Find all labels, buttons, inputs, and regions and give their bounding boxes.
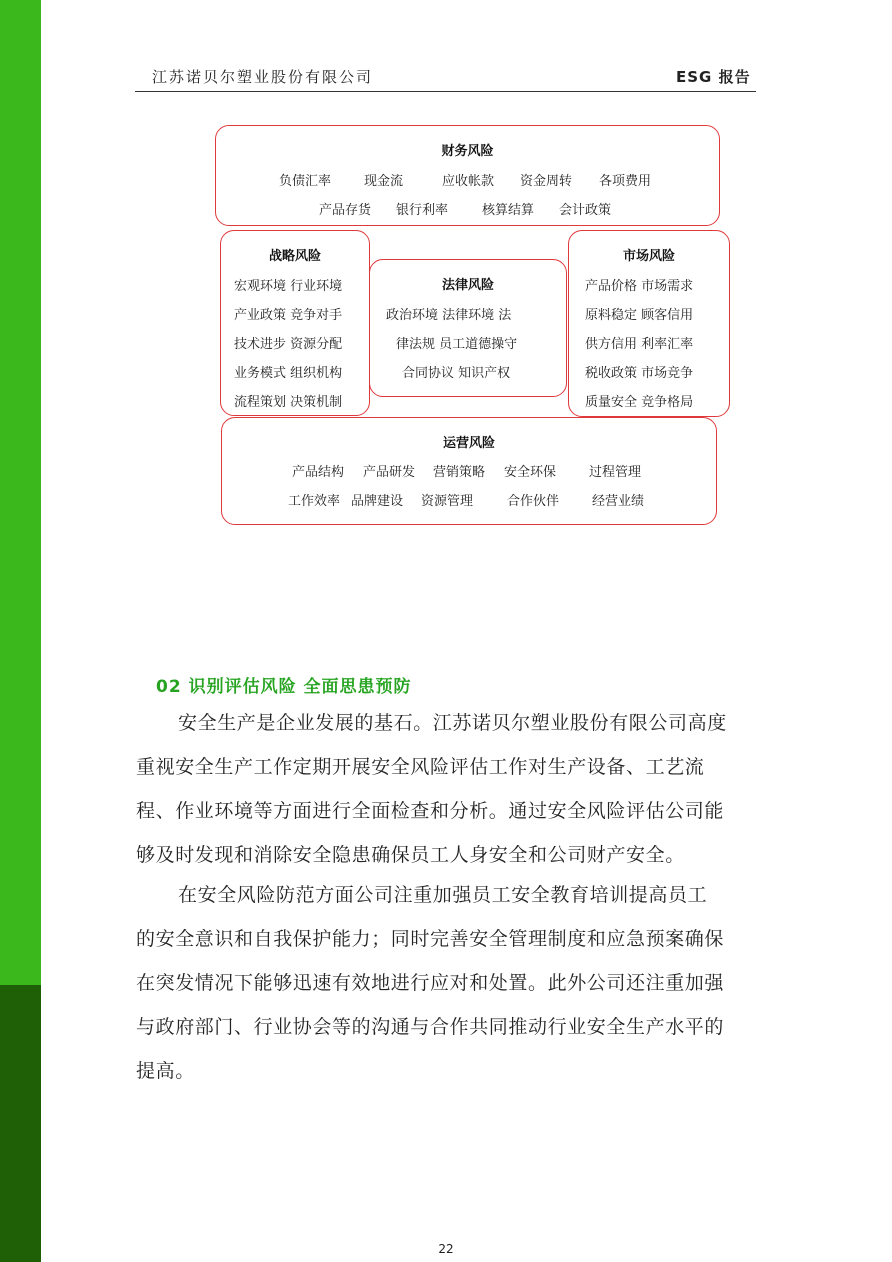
strategy-risk-item: 产业政策 竞争对手 [234,308,343,323]
operation-risk-row-1 [222,461,716,479]
financial-risk-row-1 [216,170,719,188]
strategy-risk-title: 战略风险 [268,249,321,264]
financial-item: 会计政策 [559,203,612,218]
financial-item: 资金周转 [520,174,573,189]
paragraph-line: 在突发情况下能够迅速有效地进行应对和处置。此外公司还注重加强 [136,972,725,994]
financial-risk-title: 财务风险 [441,144,494,159]
paragraph-line: 安全生产是企业发展的基石。江苏诺贝尔塑业股份有限公司高度 [178,712,727,734]
financial-item: 负债汇率 [279,174,332,189]
financial-item: 银行利率 [396,203,449,218]
legal-risk-item: 律法规 员工道德操守 [396,337,518,352]
paragraph-line: 在安全风险防范方面公司注重加强员工安全教育培训提高员工 [178,884,708,906]
market-risk-title: 市场风险 [622,249,675,264]
financial-item: 产品存货 [319,203,372,218]
financial-item: 核算结算 [482,203,535,218]
market-risk-item: 产品价格 市场需求 [585,279,694,294]
strategy-risk-item: 技术进步 资源分配 [234,337,343,352]
market-risk-item: 质量安全 竞争格局 [585,395,694,410]
sidebar-accent-bar-dark [0,985,41,1262]
strategy-risk-item: 流程策划 决策机制 [234,395,343,410]
financial-item: 各项费用 [599,174,652,189]
paragraph-line: 程、作业环境等方面进行全面检查和分析。通过安全风险评估公司能 [136,800,725,822]
section-heading: 02 识别评估风险 全面思患预防 [156,677,412,697]
operation-item: 产品结构 [292,465,345,480]
operation-risk-box [221,417,717,525]
operation-item: 营销策略 [433,465,486,480]
paragraph-line: 够及时发现和消除安全隐患确保员工人身安全和公司财产安全。 [136,844,685,866]
operation-risk-title: 运营风险 [442,436,495,451]
operation-item: 资源管理 [421,494,474,509]
financial-item: 现金流 [364,174,404,189]
legal-risk-item: 政治环境 法律环境 法 [386,308,512,323]
operation-item: 过程管理 [589,465,642,480]
legal-risk-title: 法律风险 [441,278,494,293]
market-risk-item: 供方信用 利率汇率 [585,337,694,352]
legal-risk-item: 合同协议 知识产权 [402,366,511,381]
financial-risk-box [215,125,720,226]
page-number: 22 [438,1242,454,1256]
operation-item: 经营业绩 [592,494,645,509]
sidebar-accent-bar [0,0,41,985]
strategy-risk-box [220,230,370,416]
paragraph-line: 重视安全生产工作定期开展安全风险评估工作对生产设备、工艺流 [136,756,705,778]
paragraph-line: 与政府部门、行业协会等的沟通与合作共同推动行业安全生产水平的 [136,1016,725,1038]
legal-risk-box [369,259,567,397]
financial-risk-row-2 [216,199,719,217]
header-company-name: 江苏诺贝尔塑业股份有限公司 [152,68,374,86]
operation-item: 产品研发 [363,465,416,480]
operation-item: 工作效率 [288,494,341,509]
operation-item: 合作伙伴 [507,494,560,509]
paragraph-line: 提高。 [136,1060,195,1082]
strategy-risk-item: 宏观环境 行业环境 [234,279,343,294]
paragraph-line: 的安全意识和自我保护能力；同时完善安全管理制度和应急预案确保 [136,928,725,950]
financial-item: 应收帐款 [442,174,495,189]
market-risk-item: 税收政策 市场竞争 [585,366,694,381]
operation-risk-row-2 [222,490,716,508]
header-report-title: ESG 报告 [676,68,751,86]
header-divider [135,91,756,92]
market-risk-box [568,230,730,417]
operation-item: 品牌建设 [351,494,404,509]
strategy-risk-item: 业务模式 组织机构 [234,366,343,381]
operation-item: 安全环保 [504,465,557,480]
market-risk-item: 原料稳定 顾客信用 [585,308,694,323]
